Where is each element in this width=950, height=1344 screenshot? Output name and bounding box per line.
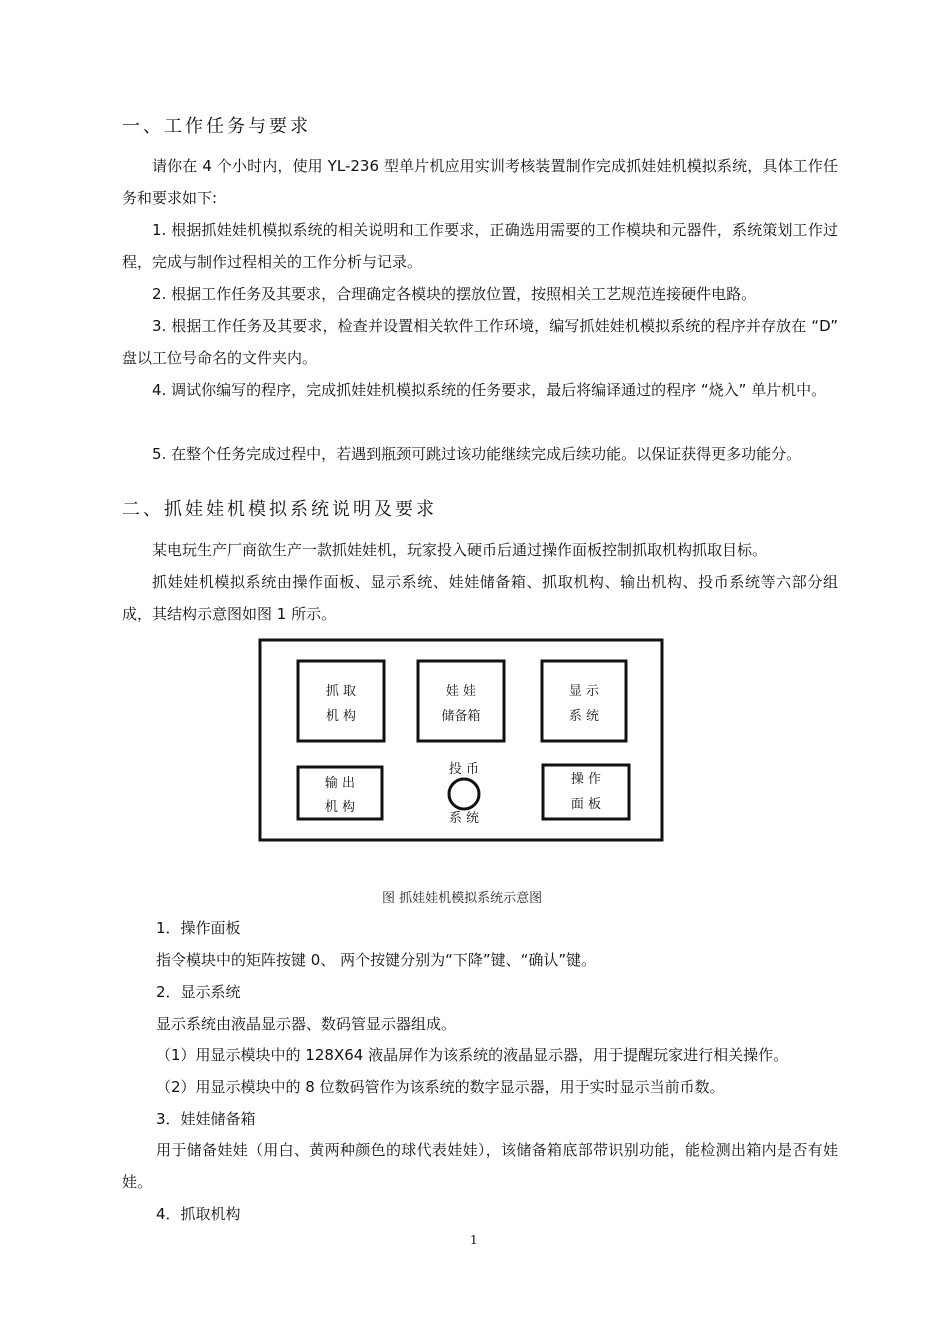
coin-system — [449, 761, 479, 826]
section-2-item-1: （1）用显示模块中的 128X64 液晶屏作为该系统的液晶显示器，用于提醒玩家进行相关操作。 — [156, 1046, 789, 1064]
section-3-title: 3．娃娃储备箱 — [156, 1110, 256, 1128]
desc-paragraph-2: 抓娃娃机模拟系统由操作面板、显示系统、娃娃储备箱、抓取机构、输出机构、投币系统等六部分组成，其结构示意图如图 1 所示。 — [122, 573, 838, 623]
section-2-title: 2．显示系统 — [156, 983, 241, 1001]
panel-label-line1: 操 作 — [570, 772, 602, 787]
task-item-2: 2. 根据工作任务及其要求，合理确定各模块的摆放位置，按照相关工艺规范连接硬件电路。 — [152, 285, 757, 303]
section-2-item-2: （2）用显示模块中的 8 位数码管作为该系统的数字显示器，用于实时显示当前币数。 — [156, 1078, 725, 1096]
grab-mechanism-box — [298, 661, 384, 741]
operation-panel-box — [543, 765, 629, 819]
display-system-box — [542, 661, 626, 741]
figure-caption: 图 抓娃娃机模拟系统示意图 — [382, 891, 543, 906]
doll-storage-box — [418, 661, 504, 741]
storage-label-line2: 储备箱 — [441, 709, 481, 724]
task-item-5: 5. 在整个任务完成过程中，若遇到瓶颈可跳过该功能继续完成后续功能。以保证获得更多功能分。 — [152, 445, 802, 463]
task-item-3: 3. 根据工作任务及其要求，检查并设置相关软件工作环境，编写抓娃娃机模拟系统的程序并存放在 “D” 盘以工位号命名的文件夹内。 — [122, 317, 838, 367]
coin-label-top: 投 币 — [448, 762, 480, 777]
section-heading-2: 二、抓娃娃机模拟系统说明及要求 — [122, 499, 437, 520]
output-label-line2: 机 构 — [324, 800, 356, 815]
page-number: 1 — [470, 1233, 478, 1247]
section-heading-1: 一、工作任务与要求 — [122, 116, 311, 137]
storage-label-line1: 娃 娃 — [445, 684, 477, 699]
grab-label-line1: 抓 取 — [325, 684, 357, 699]
intro-paragraph: 请你在 4 个小时内，使用 YL-236 型单片机应用实训考核装置制作完成抓娃娃机模拟系统，具体工作任务和要求如下: — [122, 157, 838, 207]
section-4-title: 4．抓取机构 — [156, 1205, 241, 1223]
section-3-text: 用于储备娃娃（用白、黄两种颜色的球代表娃娃），该储备箱底部带识别功能，能检测出箱内是否有娃娃。 — [122, 1141, 838, 1191]
claw-machine-diagram — [258, 638, 666, 844]
task-item-4: 4. 调试你编写的程序，完成抓娃娃机模拟系统的任务要求，最后将编译通过的程序 “烧入” 单片机中。 — [152, 381, 827, 399]
output-label-line1: 输 出 — [324, 776, 356, 791]
desc-paragraph-1: 某电玩生产厂商欲生产一款抓娃娃机，玩家投入硬币后通过操作面板控制抓取机构抓取目标。 — [152, 541, 768, 559]
panel-label-line2: 面 板 — [570, 797, 602, 812]
output-mechanism-box — [298, 767, 382, 819]
task-item-1: 1. 根据抓娃娃机模拟系统的相关说明和工作要求，正确选用需要的工作模块和元器件，系统策划工作过程，完成与制作过程相关的工作分析与记录。 — [122, 221, 838, 271]
section-2-text: 显示系统由液晶显示器、数码管显示器组成。 — [156, 1015, 457, 1033]
coin-label-bottom: 系 统 — [448, 811, 480, 826]
grab-label-line2: 机 构 — [325, 709, 357, 724]
display-label-line1: 显 示 — [568, 684, 600, 699]
section-1-title: 1．操作面板 — [156, 919, 241, 937]
section-1-text: 指令模块中的矩阵按键 0、 两个按键分别为“下降”键、“确认”键。 — [156, 951, 597, 969]
coin-slot-icon — [449, 779, 479, 809]
display-label-line2: 系 统 — [568, 709, 600, 724]
